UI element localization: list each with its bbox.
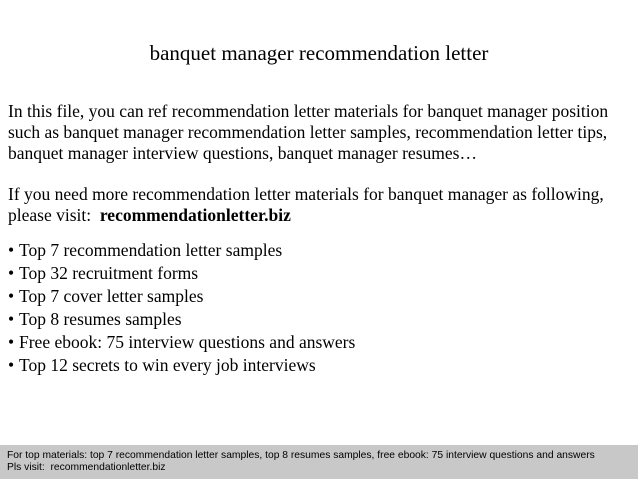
bullet-icon: • — [8, 332, 15, 352]
more-materials-paragraph — [8, 184, 630, 226]
list-item — [8, 239, 630, 262]
intro-line: In this file, you can ref recommendation letter materials for banquet manager position — [8, 101, 609, 121]
bullet-icon: • — [8, 309, 15, 329]
visit-prefix: please visit: — [8, 205, 100, 225]
list-item — [8, 308, 630, 331]
list-item-text: Top 12 secrets to win every job interviews — [19, 355, 316, 375]
list-item — [8, 262, 630, 285]
page-title: banquet manager recommendation letter — [149, 41, 489, 65]
list-item — [8, 285, 630, 308]
bullet-icon: • — [8, 355, 15, 375]
bullet-icon: • — [8, 286, 15, 306]
site-link[interactable]: recommendationletter.biz — [99, 205, 291, 225]
list-item-text: Free ebook: 75 interview questions and answers — [19, 332, 356, 352]
list-item-text: Top 32 recruitment forms — [19, 263, 199, 283]
more-materials-line: If you need more recommendation letter materials for banquet manager as following, — [8, 184, 604, 204]
bullet-icon: • — [8, 240, 15, 260]
resource-list — [8, 239, 630, 377]
intro-paragraph — [8, 101, 630, 164]
list-item-text: Top 7 cover letter samples — [19, 286, 204, 306]
footer-line: For top materials: top 7 recommendation letter samples, top 8 resumes samples, free ebook: 75 interview questions and answers — [7, 450, 595, 461]
intro-line: banquet manager interview questions, banquet manager resumes… — [8, 143, 477, 163]
footer-banner — [0, 445, 638, 479]
list-item-text: Top 7 recommendation letter samples — [19, 240, 283, 260]
intro-line: such as banquet manager recommendation letter samples, recommendation letter tips, — [8, 122, 608, 142]
bullet-icon: • — [8, 263, 15, 283]
list-item — [8, 331, 630, 354]
list-item — [8, 354, 630, 377]
slide-body — [8, 101, 630, 377]
footer-visit-line: Pls visit: recommendationletter.biz — [7, 462, 166, 473]
visit-line — [8, 205, 630, 226]
list-item-text: Top 8 resumes samples — [19, 309, 182, 329]
